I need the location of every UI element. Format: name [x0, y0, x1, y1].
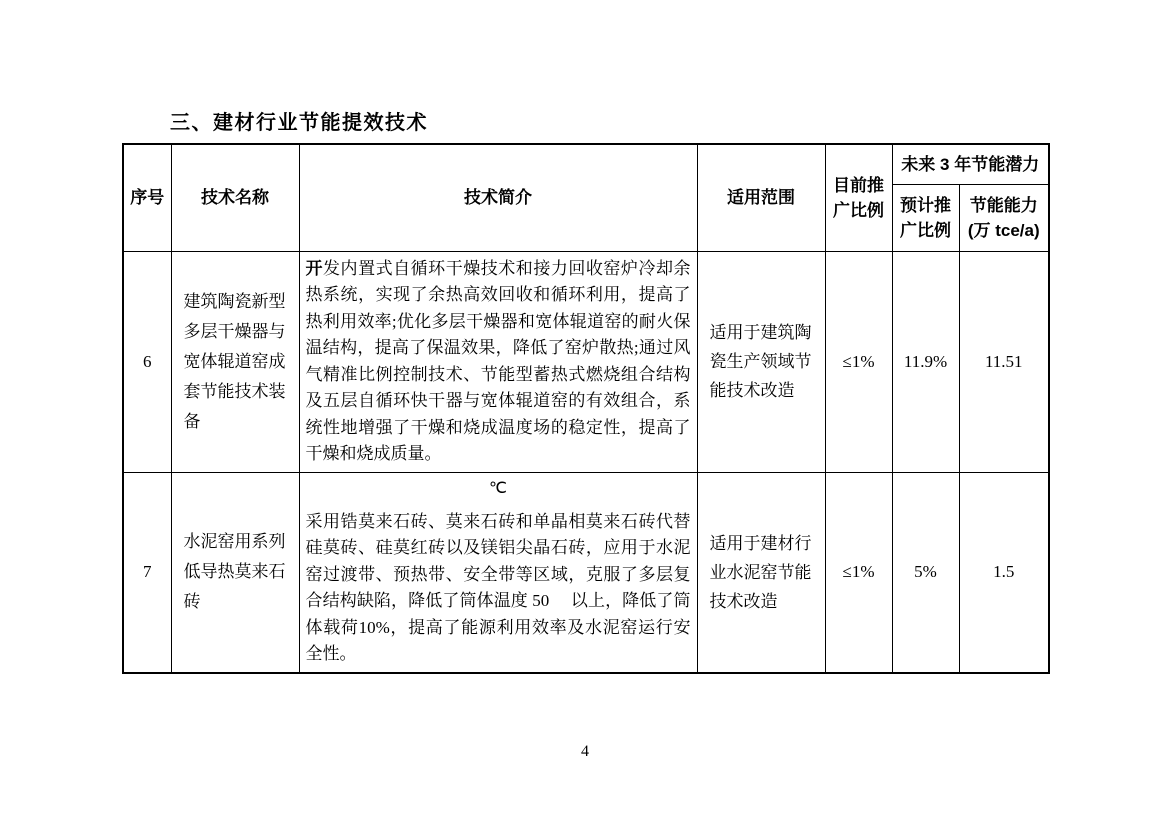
row7-tech-intro: [299, 472, 697, 673]
row6-capacity: 11.51: [959, 251, 1049, 472]
header-expected-ratio: 预计推广比例: [892, 184, 959, 251]
header-capacity: [959, 184, 1049, 251]
row7-stray-celsius: ℃: [489, 479, 507, 497]
row6-scope: 适用于建筑陶瓷生产领域节能技术改造: [697, 251, 825, 472]
header-index: 序号: [123, 144, 171, 251]
header-future-potential-group: 未来 3 年节能潜力: [892, 144, 1049, 184]
page-number: 4: [581, 743, 589, 760]
table-row: [123, 251, 1049, 472]
header-capacity-line2: (万 tce/a): [967, 220, 1040, 240]
row7-index: 7: [123, 472, 171, 673]
row6-index: 6: [123, 251, 171, 472]
table-row: [123, 472, 1049, 673]
row7-expected-ratio: 5%: [892, 472, 959, 673]
section-title: 三、建材行业节能提效技术: [170, 112, 428, 134]
header-scope: 适用范围: [697, 144, 825, 251]
row6-expected-ratio: 11.9%: [892, 251, 959, 472]
row6-intro-bold-prefix: 开: [305, 258, 324, 278]
row6-tech-intro: [299, 251, 697, 472]
row6-intro-text: 发内置式自循环干燥技术和接力回收窑炉冷却余热系统，实现了余热高效回收和循环利用，提高了热利用效率;优化多层干燥器和宽体辊道窑的耐火保温结构，提高了保温效果，降低了窑炉散热;通过风气精准比例控制技术、节能型蓄热式燃烧组合结构及五层自循环快干器与宽体辊道窑的有效组合，系统性地增强了干燥和烧成温度场的稳定性，提高了干燥和烧成质量。: [305, 258, 691, 463]
header-current-ratio: 目前推广比例: [825, 144, 892, 251]
header-capacity-line1: 节能能力: [969, 195, 1038, 215]
header-name: 技术名称: [171, 144, 299, 251]
row6-tech-name: 建筑陶瓷新型多层干燥器与宽体辊道窑成套节能技术装备: [171, 251, 299, 472]
row7-current-ratio: ≤1%: [825, 472, 892, 673]
row7-capacity: 1.5: [959, 472, 1049, 673]
row6-current-ratio: ≤1%: [825, 251, 892, 472]
row7-tech-name: 水泥窑用系列低导热莫来石砖: [171, 472, 299, 673]
row7-intro-text: 采用锆莫来石砖、莫来石砖和单晶相莫来石砖代替硅莫砖、硅莫红砖以及镁铝尖晶石砖，应用于水泥窑过渡带、预热带、安全带等区域，克服了多层复合结构缺陷，降低了筒体温度 50 以上，降低了筒体载荷10%，提高了能源利用效率及水泥窑运行安全性。: [305, 511, 691, 663]
technology-table: [122, 143, 1050, 674]
header-intro: 技术简介: [299, 144, 697, 251]
row7-scope: 适用于建材行业水泥窑节能技术改造: [697, 472, 825, 673]
header-row-top: [123, 144, 1049, 184]
